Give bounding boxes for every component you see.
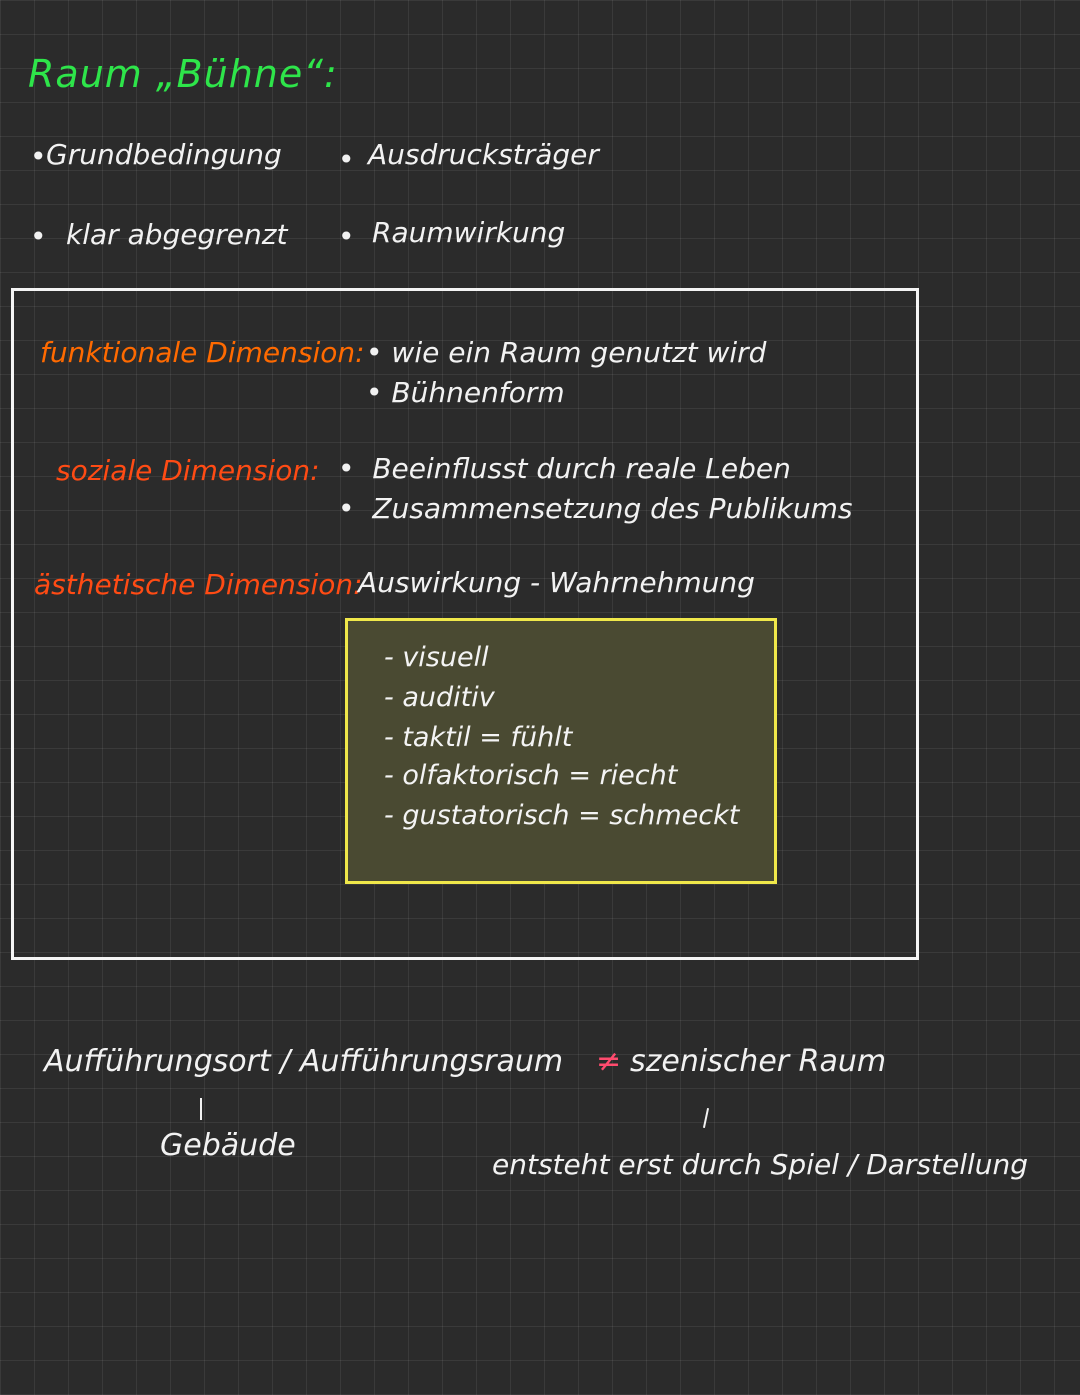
auffuehrungsort-term: Aufführungsort / Aufführungsraum	[44, 1044, 564, 1079]
szenischer-raum-term: szenischer Raum	[630, 1044, 887, 1079]
right-connector-line	[703, 1108, 709, 1128]
left-connector-line	[200, 1098, 202, 1120]
bullet-klar-abgegrenzt: klar abgegrenzt	[66, 218, 288, 251]
bullet-dot-4: •	[338, 220, 355, 253]
funktional-point-1: • wie ein Raum genutzt wird	[366, 336, 767, 369]
bullet-ausdruckstraeger: Ausdrucksträger	[368, 138, 599, 171]
sozial-point-2: • Zusammensetzung des Publikums	[338, 492, 853, 525]
bullet-dot-1: •	[30, 140, 47, 173]
sense-gustatorisch: - gustatorisch = schmeckt	[384, 800, 740, 831]
aesthetisch-subtitle: Auswirkung - Wahrnehmung	[358, 566, 755, 599]
not-equal-sign: ≠	[596, 1044, 622, 1079]
bullet-dot-2: •	[30, 220, 47, 253]
sense-visuell: - visuell	[384, 642, 489, 673]
sense-auditiv: - auditiv	[384, 682, 495, 713]
gebaeude-note: Gebäude	[160, 1128, 296, 1163]
funktionale-dimension-label: funktionale Dimension:	[40, 336, 365, 369]
aesthetische-dimension-label: ästhetische Dimension:	[34, 568, 363, 601]
page-heading: Raum „Bühne“:	[28, 52, 338, 96]
sozial-point-1: • Beeinflusst durch reale Leben	[338, 452, 791, 485]
sense-taktil: - taktil = fühlt	[384, 722, 573, 753]
bullet-dot-3: •	[338, 143, 355, 176]
sense-olfaktorisch: - olfaktorisch = riecht	[384, 760, 678, 791]
soziale-dimension-label: soziale Dimension:	[56, 454, 320, 487]
funktional-point-2: • Bühnenform	[366, 376, 565, 409]
bullet-raumwirkung: Raumwirkung	[372, 216, 566, 249]
spiel-darstellung-note: entsteht erst durch Spiel / Darstellung	[492, 1148, 1029, 1181]
bullet-grundbedingung: Grundbedingung	[46, 138, 282, 171]
